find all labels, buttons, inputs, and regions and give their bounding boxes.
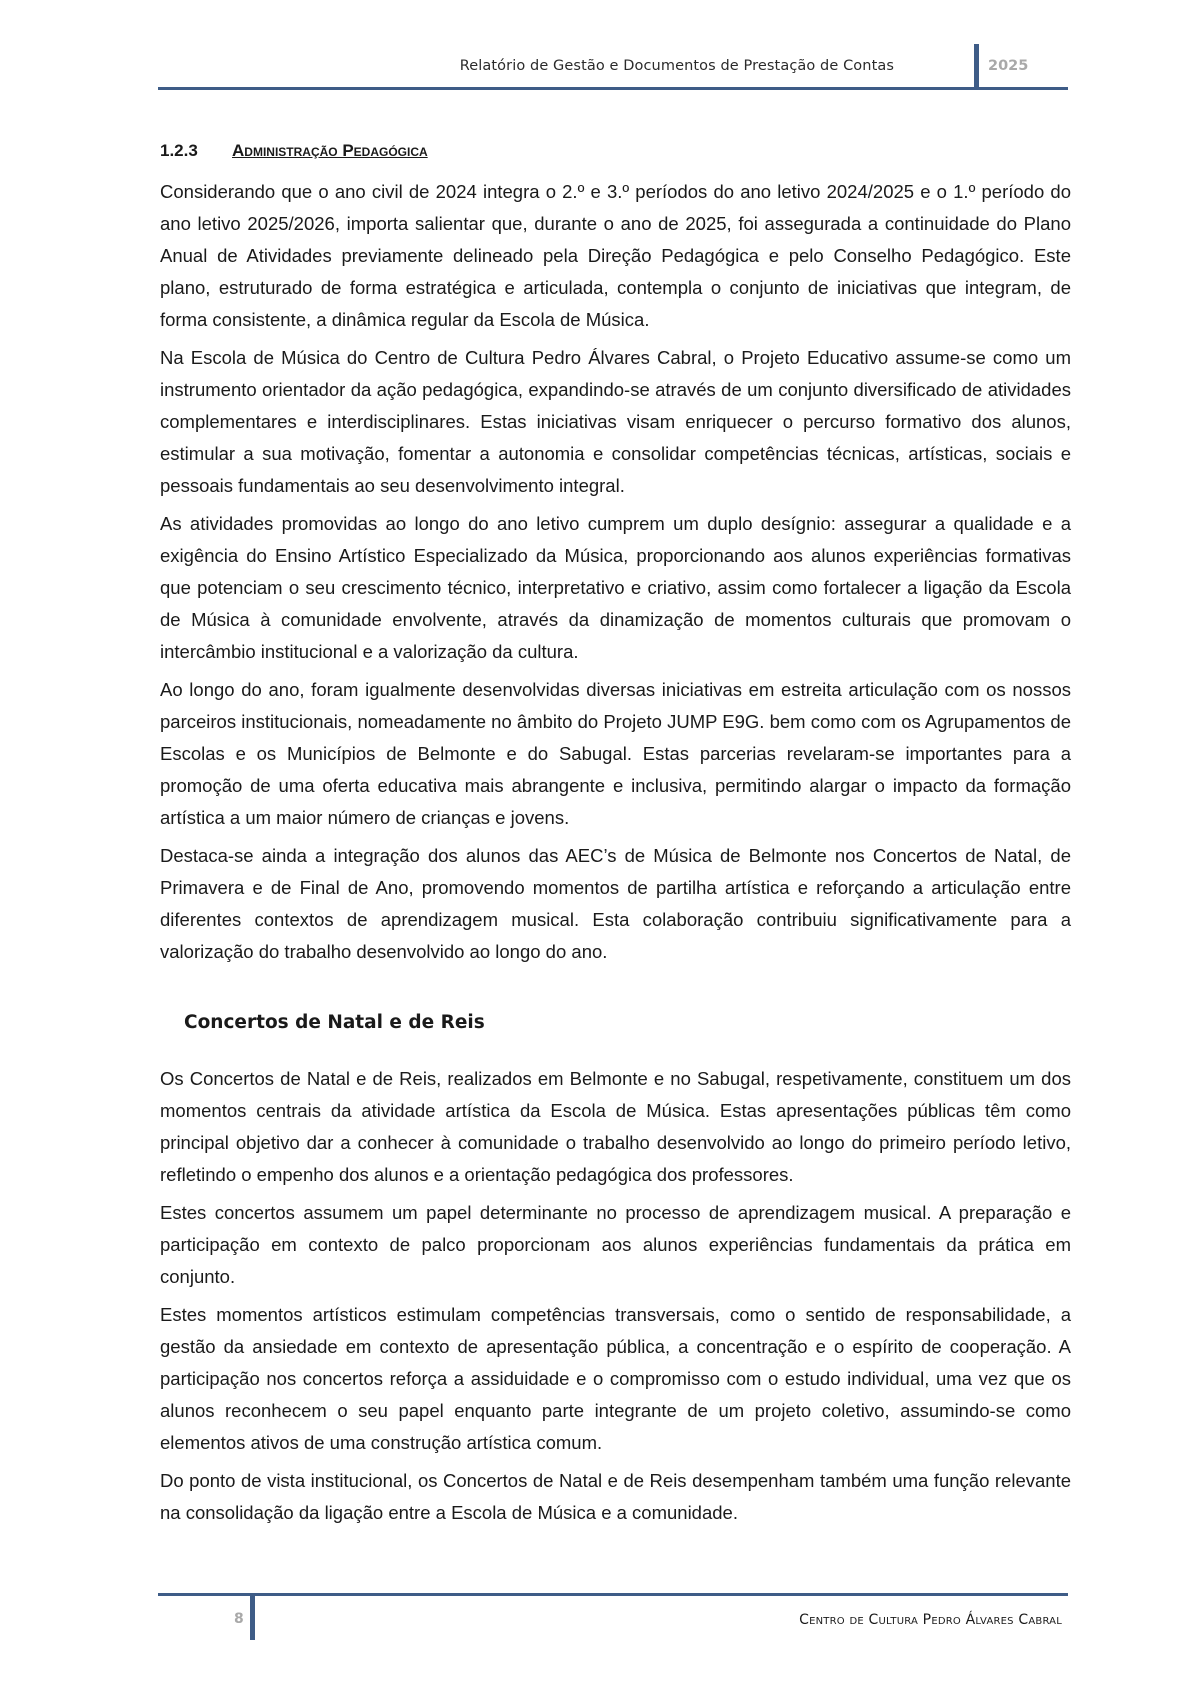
paragraph: Destaca-se ainda a integração dos alunos das AEC’s de Música de Belmonte nos Concertos de Natal, de Primavera e de Final de Ano, promovendo momentos de partilha artística e reforçando a articulação entre diferentes contextos de aprendizagem musical. Esta colaboração contribuiu significativamente para a valorização do trabalho desenvolvido ao longo do ano. [160,845,1071,962]
paragraph: Ao longo do ano, foram igualmente desenvolvidas diversas iniciativas em estreita articulação com os nossos parceiros institucionais, nomeadamente no âmbito do Projeto JUMP E9G. bem como com os Agrupamentos de Escolas e os Municípios de Belmonte e do Sabugal. Estas parcerias revelaram-se importantes para a promoção de uma oferta educativa mais abrangente e inclusiva, permitindo alargar o impacto da formação artística a um maior número de crianças e jovens. [160,679,1071,828]
subsection-title: Concertos de Natal e de Reis [184,1012,485,1033]
page-number: 8 [234,1611,244,1627]
paragraph: Estes concertos assumem um papel determinante no processo de aprendizagem musical. A preparação e participação em contexto de palco proporcionam aos alunos experiências fundamentais da prática em conjunto. [160,1202,1071,1287]
paragraph: Estes momentos artísticos estimulam competências transversais, como o sentido de responsabilidade, a gestão da ansiedade em contexto de apresentação pública, a concentração e o espírito de cooperação. A participação nos concertos reforça a assiduidade e o compromisso com o estudo individual, uma vez que os alunos reconhecem o seu papel enquanto parte integrante de um projeto coletivo, assumindo-se como elementos ativos de uma construção artística comum. [160,1304,1071,1453]
footer-divider [250,1593,255,1640]
paragraph: Considerando que o ano civil de 2024 integra o 2.º e 3.º períodos do ano letivo 2024/2025 e o 1.º período do ano letivo 2025/2026, importa salientar que, durante o ano de 2025, foi assegurada a continuidade do Plano Anual de Atividades previamente delineado pela Direção Pedagógica e pelo Conselho Pedagógico. Este plano, estruturado de forma estratégica e articulada, contempla o conjunto de iniciativas que integram, de forma consistente, a dinâmica regular da Escola de Música. [160,181,1071,330]
header-divider [974,44,979,90]
footer-rule [158,1593,1068,1596]
header-rule [158,87,1068,90]
paragraph: Os Concertos de Natal e de Reis, realizados em Belmonte e no Sabugal, respetivamente, constituem um dos momentos centrais da atividade artística da Escola de Música. Estas apresentações públicas têm como principal objetivo dar a conhecer à comunidade o trabalho desenvolvido ao longo do primeiro período letivo, refletindo o empenho dos alunos e a orientação pedagógica dos professores. [160,1068,1071,1185]
section-heading [160,141,428,161]
section-title: Administração Pedagógica [232,141,428,160]
paragraph: Do ponto de vista institucional, os Concertos de Natal e de Reis desempenham também uma função relevante na consolidação da ligação entre a Escola de Música e a comunidade. [160,1470,1071,1523]
header-title: Relatório de Gestão e Documentos de Prestação de Contas [459,58,894,74]
footer-organization: Centro de Cultura Pedro Álvares Cabral [799,1612,1062,1628]
paragraph: As atividades promovidas ao longo do ano letivo cumprem um duplo desígnio: assegurar a qualidade e a exigência do Ensino Artístico Especializado da Música, proporcionando aos alunos experiências formativas que potenciam o seu crescimento técnico, interpretativo e criativo, assim como fortalecer a ligação da Escola de Música à comunidade envolvente, através da dinamização de momentos culturais que promovam o intercâmbio institucional e a valorização da cultura. [160,513,1071,662]
concerts-body [160,1063,1071,1535]
intro-body [160,176,1071,974]
section-number: 1.2.3 [160,141,198,160]
paragraph: Na Escola de Música do Centro de Cultura Pedro Álvares Cabral, o Projeto Educativo assume-se como um instrumento orientador da ação pedagógica, expandindo-se através de um conjunto diversificado de atividades complementares e interdisciplinares. Estas iniciativas visam enriquecer o percurso formativo dos alunos, estimular a sua motivação, fomentar a autonomia e consolidar competências técnicas, artísticas, sociais e pessoais fundamentais ao seu desenvolvimento integral. [160,347,1071,496]
header-year: 2025 [988,58,1029,74]
